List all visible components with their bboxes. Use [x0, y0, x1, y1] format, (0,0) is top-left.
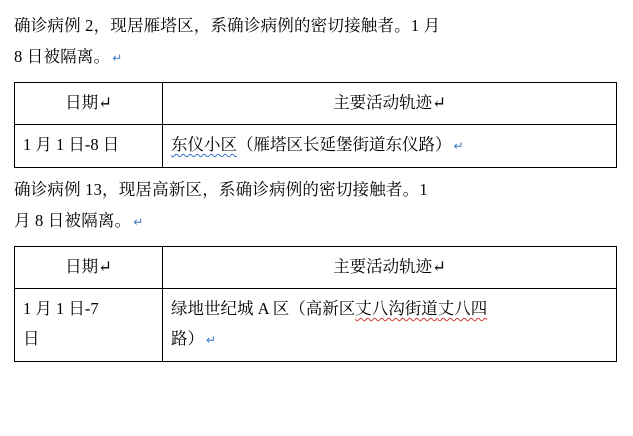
- cell-date-line-1: 1 月 1 日-7: [23, 299, 99, 318]
- table-header-date-label: 日期: [65, 257, 99, 276]
- cell-track-line-2: 路）: [171, 329, 204, 348]
- paragraph-mark-icon: ↵: [206, 333, 217, 347]
- cell-track-text-c: 丈八四: [437, 299, 488, 318]
- paragraph-case-2: [14, 10, 619, 74]
- cell-track-text-b: 丈八沟街道: [355, 299, 438, 318]
- cell-date: [15, 125, 163, 168]
- table-header-date-label: 日期: [65, 93, 99, 112]
- paragraph-mark-icon: ↵: [112, 51, 123, 65]
- table-header-row: [15, 247, 617, 289]
- cell-track: [163, 125, 617, 168]
- table-row: [15, 289, 617, 362]
- table-header-row: [15, 83, 617, 125]
- paragraph-mark-icon: ↵: [98, 257, 112, 276]
- table-row: [15, 125, 617, 168]
- paragraph-case-2-line-1: 确诊病例 2，现居雁塔区，系确诊病例的密切接触者。1 月: [14, 16, 441, 35]
- paragraph-case-13-line-2: 月 8 日被隔离。: [14, 211, 132, 230]
- cell-track-text-a: 绿地世纪城 A 区（高新区: [171, 299, 356, 318]
- table-header-track-label: 主要活动轨迹: [333, 93, 433, 112]
- paragraph-case-13-line-1: 确诊病例 13，现居高新区，系确诊病例的密切接触者。1: [14, 180, 428, 199]
- paragraph-case-13: [14, 174, 619, 238]
- cell-track-rest-text: （雁塔区长延堡街道东仪路）: [237, 135, 452, 154]
- cell-track-underlined-text: 东仪小区: [171, 135, 237, 154]
- table-header-track-label: 主要活动轨迹: [333, 257, 433, 276]
- paragraph-mark-icon: ↵: [98, 93, 112, 112]
- paragraph-mark-icon: ↵: [432, 93, 446, 112]
- table-header-date: [15, 247, 163, 289]
- paragraph-mark-icon: ↵: [432, 257, 446, 276]
- table-header-track: [163, 247, 617, 289]
- paragraph-case-2-line-2: 8 日被隔离。: [14, 47, 111, 66]
- cell-track: [163, 289, 617, 362]
- paragraph-mark-icon: ↵: [453, 139, 464, 153]
- table-header-track: [163, 83, 617, 125]
- table-case-13: [14, 246, 617, 362]
- cell-date-line-2: 日: [23, 329, 40, 348]
- table-header-date: [15, 83, 163, 125]
- paragraph-mark-icon: ↵: [133, 215, 144, 229]
- cell-date-text: 1 月 1 日-8 日: [23, 135, 120, 154]
- cell-date: [15, 289, 163, 362]
- table-case-2: [14, 82, 617, 168]
